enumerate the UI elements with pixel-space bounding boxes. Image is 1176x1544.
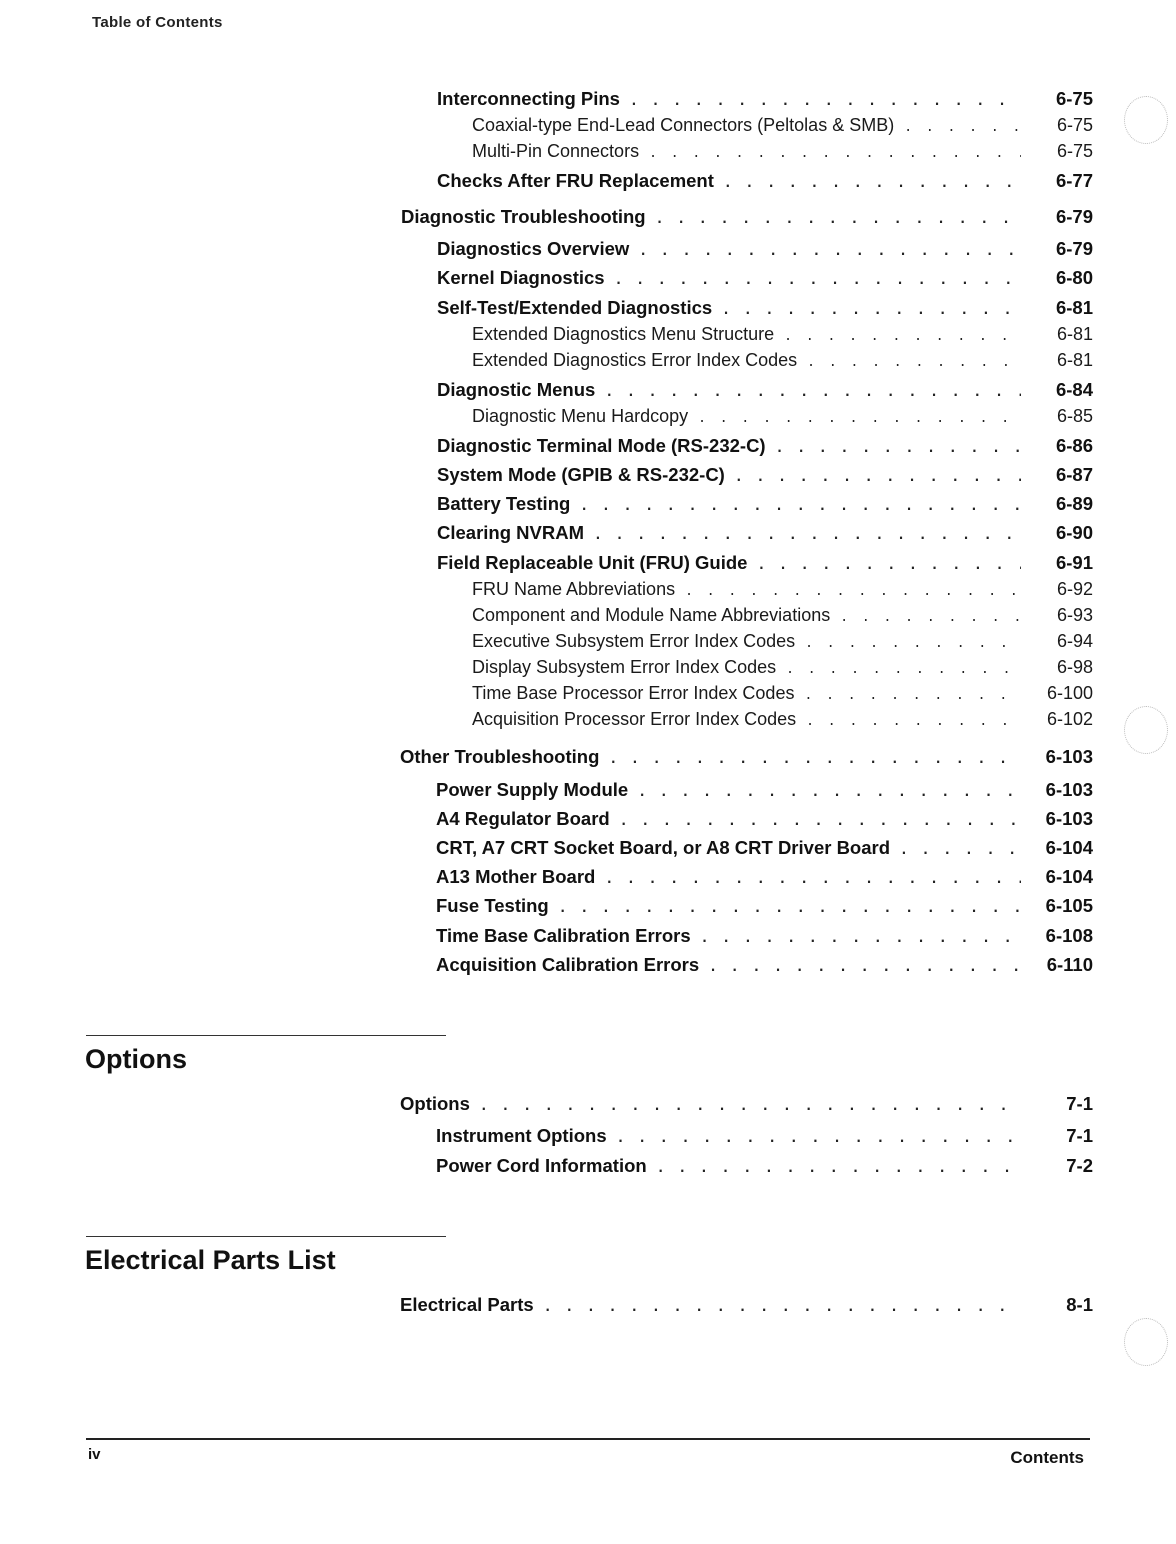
dot-leader [757,558,1021,573]
dot-leader [615,273,1021,288]
toc-page-number: 6-103 [1045,779,1093,800]
toc-page-number: 6-100 [1046,683,1093,703]
toc-entry[interactable] [437,464,1093,486]
dot-leader [656,212,1021,227]
toc-page-number: 6-103 [1045,746,1093,767]
toc-entry-title: Options [400,1093,470,1114]
toc-entry-title: Checks After FRU Replacement [437,170,714,191]
toc-entry[interactable] [472,657,1093,678]
toc-page-number: 6-93 [1056,605,1093,625]
dot-leader [605,385,1021,400]
toc-entry[interactable] [437,379,1093,401]
toc-page-number: 6-104 [1045,837,1093,858]
toc-page-number: 6-105 [1045,895,1093,916]
dot-leader [807,355,1021,370]
toc-entry[interactable] [472,709,1093,730]
toc-page-number: 6-91 [1055,552,1093,573]
dot-leader [649,146,1021,161]
toc-entry[interactable] [437,238,1093,260]
toc-page-number: 6-103 [1045,808,1093,829]
toc-entry-title: System Mode (GPIB & RS-232-C) [437,464,725,485]
dot-leader [605,872,1021,887]
section-rule [86,1035,446,1036]
toc-page-number: 6-102 [1046,709,1093,729]
toc-entry[interactable] [437,267,1093,289]
running-header: Table of Contents [92,14,223,31]
toc-entry[interactable] [436,954,1093,976]
section-rule [86,1236,446,1237]
toc-entry[interactable] [436,1155,1093,1177]
toc-entry-title: Power Cord Information [436,1155,647,1176]
section-title-options: Options [85,1044,187,1074]
toc-entry-title: Diagnostic Terminal Mode (RS-232-C) [437,435,766,456]
toc-entry-title: Power Supply Module [436,779,629,800]
toc-page-number: 6-86 [1055,435,1093,456]
toc-entry[interactable] [400,1093,1093,1115]
toc-page-number: 7-2 [1066,1155,1093,1176]
toc-entry-title: Interconnecting Pins [437,88,620,109]
dot-leader [580,499,1021,514]
toc-page-number: 6-81 [1055,297,1093,318]
dot-leader [638,785,1021,800]
toc-page-number: 6-75 [1056,141,1093,161]
dot-leader [594,528,1021,543]
toc-entry-title: Clearing NVRAM [437,522,584,543]
dot-leader [657,1161,1021,1176]
toc-entry-title: Display Subsystem Error Index Codes [472,657,777,677]
toc-entry[interactable] [400,1294,1093,1316]
dot-leader [840,610,1021,625]
dot-leader [609,752,1021,767]
dot-leader [784,329,1021,344]
dot-leader [806,714,1021,729]
toc-page-number: 6-84 [1055,379,1093,400]
toc-page-number: 6-89 [1055,493,1093,514]
toc-entry[interactable] [437,435,1093,457]
toc-entry-title: Executive Subsystem Error Index Codes [472,631,796,651]
toc-entry-title: Battery Testing [437,493,571,514]
toc-entry-title: A4 Regulator Board [436,808,610,829]
toc-page-number: 6-98 [1056,657,1093,677]
dot-leader [701,931,1021,946]
toc-entry-title: Field Replaceable Unit (FRU) Guide [437,552,748,573]
dot-leader [805,636,1021,651]
toc-entry[interactable] [437,88,1093,110]
punch-hole [1124,96,1168,144]
toc-entry-title: Diagnostics Overview [437,238,630,259]
toc-entry-title: Diagnostic Menus [437,379,596,400]
toc-entry-title: Diagnostic Menu Hardcopy [472,406,689,426]
toc-entry[interactable] [472,141,1093,162]
toc-entry[interactable] [437,552,1093,574]
dot-leader [804,688,1021,703]
toc-entry[interactable] [436,837,1093,859]
toc-page-number: 6-94 [1056,631,1093,651]
punch-hole [1124,706,1168,754]
toc-entry-title: Coaxial-type End-Lead Connectors (Peltolas & SMB) [472,115,895,135]
toc-page-number: 6-87 [1055,464,1093,485]
toc-entry-title: Other Troubleshooting [400,746,600,767]
toc-entry-title: Kernel Diagnostics [437,267,605,288]
toc-page-number: 6-79 [1055,238,1093,259]
toc-entry-title: Time Base Processor Error Index Codes [472,683,795,703]
toc-page-number: 7-1 [1066,1093,1093,1114]
toc-entry[interactable] [436,866,1093,888]
dot-leader [904,120,1021,135]
punch-hole [1124,1318,1168,1366]
dot-leader [685,584,1021,599]
toc-entry[interactable] [436,925,1093,947]
toc-entry[interactable] [472,350,1093,371]
toc-entry[interactable] [472,406,1093,427]
toc-entry[interactable] [436,1125,1093,1147]
dot-leader [617,1131,1021,1146]
dot-leader [724,176,1021,191]
toc-entry[interactable] [437,522,1093,544]
toc-page-number: 6-108 [1045,925,1093,946]
toc-page-number: 8-1 [1066,1294,1093,1315]
dot-leader [620,814,1021,829]
toc-entry-title: Acquisition Calibration Errors [436,954,700,975]
dot-leader [480,1099,1021,1114]
toc-page-number: 6-75 [1055,88,1093,109]
toc-entry-title: Time Base Calibration Errors [436,925,691,946]
toc-entry-title: Extended Diagnostics Error Index Codes [472,350,798,370]
toc-entry-title: Electrical Parts [400,1294,534,1315]
toc-page-number: 6-92 [1056,579,1093,599]
toc-entry[interactable] [437,493,1093,515]
toc-entry[interactable] [472,631,1093,652]
dot-leader [698,411,1021,426]
toc-page-number: 6-110 [1046,954,1093,975]
dot-leader [900,843,1021,858]
dot-leader [639,244,1021,259]
toc-entry[interactable] [436,779,1093,801]
toc-entry-title: Self-Test/Extended Diagnostics [437,297,713,318]
dot-leader [709,960,1021,975]
toc-page-number: 6-75 [1056,115,1093,135]
dot-leader [630,94,1021,109]
footer-rule [86,1438,1090,1440]
dot-leader [786,662,1021,677]
toc-entry-title: Extended Diagnostics Menu Structure [472,324,775,344]
toc-entry[interactable] [472,605,1093,626]
toc-entry-title: CRT, A7 CRT Socket Board, or A8 CRT Driver Board [436,837,891,858]
toc-entry[interactable] [400,746,1093,768]
toc-entry[interactable] [436,895,1093,917]
toc-entry-title: A13 Mother Board [436,866,596,887]
toc-page-number: 6-81 [1056,350,1093,370]
toc-entry-title: FRU Name Abbreviations [472,579,676,599]
footer-page-number: iv [88,1446,101,1463]
toc-entry-title: Diagnostic Troubleshooting [401,206,646,227]
toc-entry[interactable] [472,115,1093,136]
toc-entry[interactable] [401,206,1093,228]
toc-page-number: 6-104 [1045,866,1093,887]
toc-entry-title: Fuse Testing [436,895,549,916]
toc-entry-title: Acquisition Processor Error Index Codes [472,709,797,729]
toc-entry-title: Instrument Options [436,1125,607,1146]
toc-page-number: 7-1 [1066,1125,1093,1146]
section-title-electrical-parts-list: Electrical Parts List [85,1245,336,1275]
toc-page-number: 6-85 [1056,406,1093,426]
dot-leader [776,441,1021,456]
toc-entry-title: Multi-Pin Connectors [472,141,640,161]
toc-page-number: 6-80 [1055,267,1093,288]
toc-entry[interactable] [472,579,1093,600]
footer-section-name: Contents [1010,1448,1084,1467]
toc-entry[interactable] [472,324,1093,345]
toc-entry[interactable] [436,808,1093,830]
toc-page-number: 6-77 [1055,170,1093,191]
dot-leader [544,1300,1021,1315]
toc-page-number: 6-79 [1055,206,1093,227]
toc-entry[interactable] [437,170,1093,192]
toc-entry[interactable] [472,683,1093,704]
toc-page-number: 6-81 [1056,324,1093,344]
dot-leader [559,901,1021,916]
dot-leader [722,303,1021,318]
dot-leader [735,470,1021,485]
toc-entry[interactable] [437,297,1093,319]
toc-page-number: 6-90 [1055,522,1093,543]
toc-entry-title: Component and Module Name Abbreviations [472,605,831,625]
